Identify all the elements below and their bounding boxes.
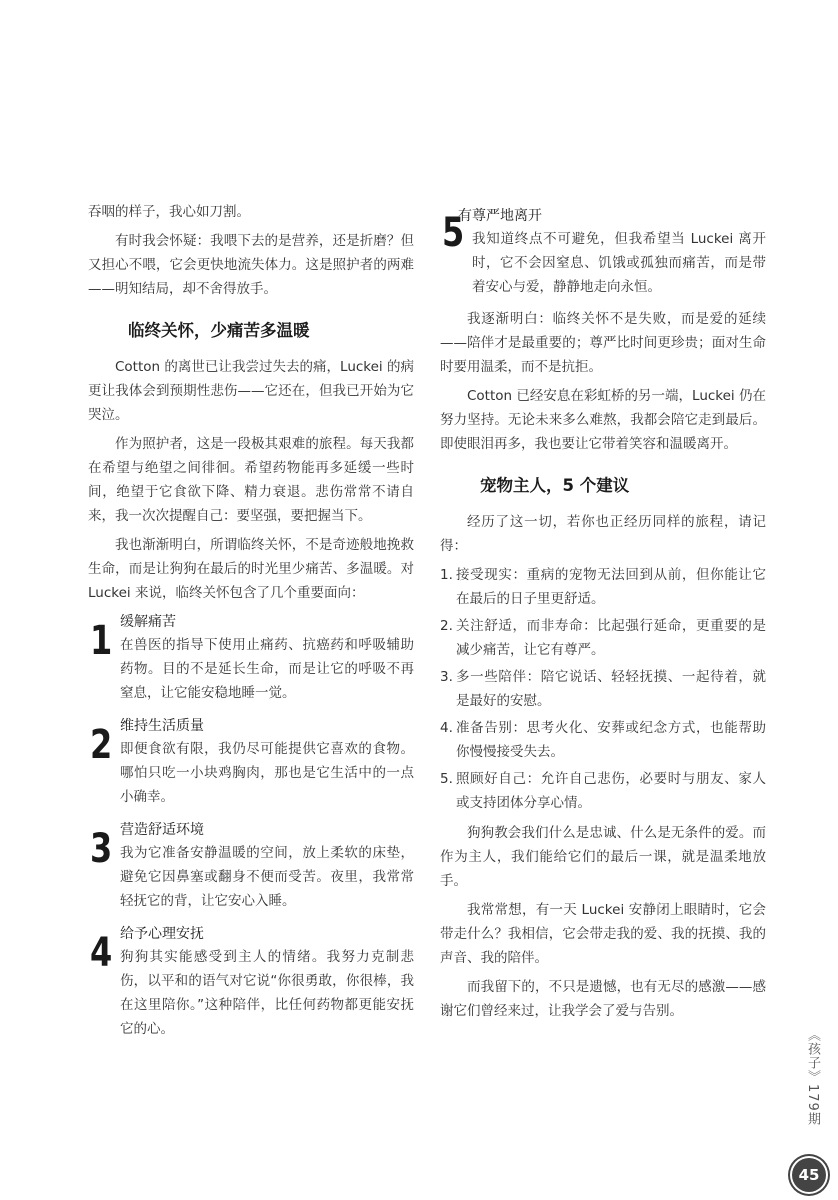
page-number-badge: 45 xyxy=(792,1158,826,1192)
item-title: 缓解痛苦 xyxy=(120,614,176,630)
list-text: 多一些陪伴：陪它说话、轻轻抚摸、一起待着，就是最好的安慰。 xyxy=(456,669,766,709)
item-body: 我为它准备安静温暖的空间，放上柔软的床垫，避免它因鼻塞或翻身不便而受苦。夜里，我常常轻抚它的背，让它安心入睡。 xyxy=(120,845,414,909)
section-heading: 宠物主人，5 个建议 xyxy=(480,476,630,495)
item-number: 5 xyxy=(442,210,465,256)
list-number: 5. xyxy=(440,771,453,787)
list-text: 关注舒适，而非寿命：比起强行延命，更重要的是减少痛苦，让它有尊严。 xyxy=(456,618,766,658)
numbered-item xyxy=(440,205,766,299)
numbered-item xyxy=(88,715,414,809)
item-number: 2 xyxy=(90,722,113,768)
item-number: 3 xyxy=(90,826,113,872)
list-number: 4. xyxy=(440,720,453,736)
item-title: 有尊严地离开 xyxy=(458,208,542,224)
left-column xyxy=(88,200,414,1051)
list-text: 照顾好自己：允许自己悲伤，必要时与朋友、家人或支持团体分享心情。 xyxy=(456,771,766,811)
magazine-issue-label: 《孩子》179期 xyxy=(805,1028,820,1126)
item-body: 即便食欲有限，我仍尽可能提供它喜欢的食物。哪怕只吃一小块鸡胸肉，那也是它生活中的一点小确幸。 xyxy=(120,741,414,805)
list-item xyxy=(440,614,766,662)
paragraph: 我也渐渐明白，所谓临终关怀，不是奇迹般地挽救生命，而是让狗狗在最后的时光里少痛苦、多温暖。对 Luckei 来说，临终关怀包含了几个重要面向： xyxy=(88,537,414,601)
paragraph: 经历了这一切，若你也正经历同样的旅程，请记得： xyxy=(440,514,766,554)
item-body: 我知道终点不可避免，但我希望当 Luckei 离开时，它不会因窒息、饥饿或孤独而痛苦，而是带着安心与爱，静静地走向永恒。 xyxy=(472,231,766,295)
list-item xyxy=(440,716,766,764)
list-number: 3. xyxy=(440,669,453,685)
item-body: 狗狗其实能感受到主人的情绪。我努力克制悲伤，以平和的语气对它说“你很勇敢，你很棒，我在这里陪你。”这种陪伴，比任何药物都更能安抚它的心。 xyxy=(120,949,414,1037)
list-item xyxy=(440,563,766,611)
list-number: 2. xyxy=(440,618,453,634)
paragraph: 吞咽的样子，我心如刀割。 xyxy=(88,204,250,220)
list-text: 接受现实：重病的宠物无法回到从前，但你能让它在最后的日子里更舒适。 xyxy=(456,567,766,607)
paragraph: 我逐渐明白：临终关怀不是失败，而是爱的延续——陪伴才是最重要的；尊严比时间更珍贵；面对生命时要用温柔，而不是抗拒。 xyxy=(440,311,766,375)
paragraph: 狗狗教会我们什么是忠诚、什么是无条件的爱。而作为主人，我们能给它们的最后一课，就是温柔地放手。 xyxy=(440,825,766,889)
list-item xyxy=(440,767,766,815)
list-number: 1. xyxy=(440,567,453,583)
item-number: 1 xyxy=(90,618,113,664)
list-item xyxy=(440,665,766,713)
section-heading: 临终关怀，少痛苦多温暖 xyxy=(128,321,310,340)
tips-list xyxy=(440,563,766,815)
paragraph: Cotton 的离世已让我尝过失去的痛，Luckei 的病更让我体会到预期性悲伤——它还在，但我已开始为它哭泣。 xyxy=(88,359,414,423)
item-title: 给予心理安抚 xyxy=(120,926,204,942)
paragraph: 作为照护者，这是一段极其艰难的旅程。每天我都在希望与绝望之间徘徊。希望药物能再多延缓一些时间，绝望于它食欲下降、精力衰退。悲伤常常不请自来，我一次次提醒自己：要坚强，要把握当下。 xyxy=(88,436,414,524)
list-text: 准备告别：思考火化、安葬或纪念方式，也能帮助你慢慢接受失去。 xyxy=(456,720,766,760)
numbered-item xyxy=(88,611,414,705)
numbered-item xyxy=(88,923,414,1041)
item-title: 维持生活质量 xyxy=(120,718,204,734)
paragraph: 有时我会怀疑：我喂下去的是营养，还是折磨？但又担心不喂，它会更快地流失体力。这是照护者的两难——明知结局，却不舍得放手。 xyxy=(88,233,414,297)
item-number: 4 xyxy=(90,930,113,976)
item-body: 在兽医的指导下使用止痛药、抗癌药和呼吸辅助药物。目的不是延长生命，而是让它的呼吸不再窒息，让它能安稳地睡一觉。 xyxy=(120,637,414,701)
item-title: 营造舒适环境 xyxy=(120,822,204,838)
paragraph: 而我留下的，不只是遗憾，也有无尽的感激——感谢它们曾经来过，让我学会了爱与告别。 xyxy=(440,979,766,1019)
numbered-item xyxy=(88,819,414,913)
paragraph: Cotton 已经安息在彩虹桥的另一端，Luckei 仍在努力坚持。无论未来多么难熬，我都会陪它走到最后。即使眼泪再多，我也要让它带着笑容和温暖离开。 xyxy=(440,388,766,452)
right-column xyxy=(440,205,766,1028)
paragraph: 我常常想，有一天 Luckei 安静闭上眼睛时，它会带走什么？我相信，它会带走我的爱、我的抚摸、我的声音、我的陪伴。 xyxy=(440,902,766,966)
